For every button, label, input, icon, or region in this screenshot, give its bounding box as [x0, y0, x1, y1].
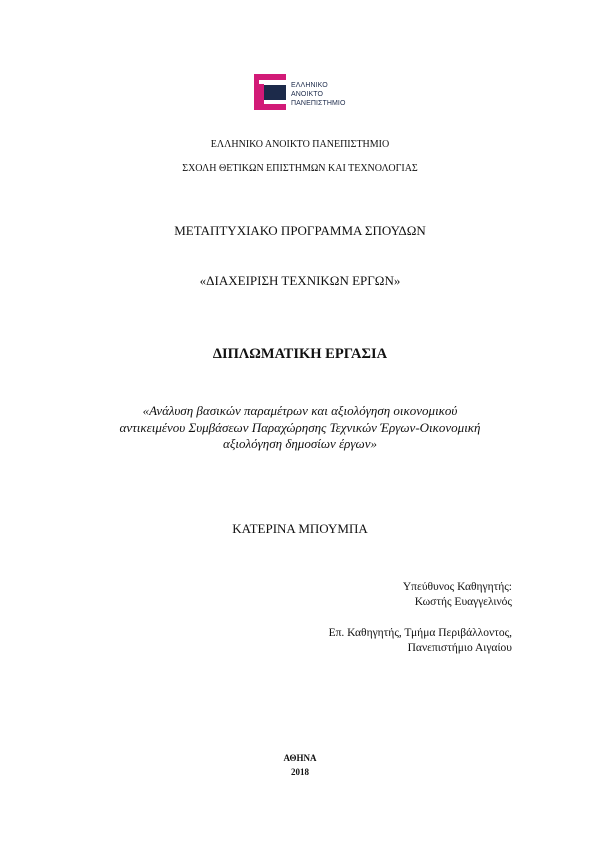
eap-logo-mark-icon	[252, 72, 290, 112]
affiliation-line: Πανεπιστήμιο Αιγαίου	[407, 642, 512, 654]
supervisor-affiliation	[329, 626, 512, 656]
supervisor-name: Κωστής Ευαγγελινός	[414, 596, 512, 608]
thesis-type-heading: ΔΙΠΛΩΜΑΤΙΚΗ ΕΡΓΑΣΙΑ	[212, 346, 388, 362]
university-logo	[252, 72, 362, 112]
program-label: ΜΕΤΑΠΤΥΧΙΑΚΟ ΠΡΟΓΡΑΜΜΑ ΣΠΟΥΔΩΝ	[174, 223, 426, 238]
thesis-title	[60, 403, 540, 453]
supervisor-block	[403, 580, 512, 610]
city: ΑΘΗΝΑ	[283, 753, 317, 763]
thesis-title-line: αξιολόγηση δημοσίων έργων»	[223, 436, 377, 451]
program-name: «ΔΙΑΧΕΙΡΙΣΗ ΤΕΧΝΙΚΩΝ ΕΡΓΩΝ»	[199, 273, 401, 288]
supervisor-label: Υπεύθυνος Καθηγητής:	[402, 581, 512, 593]
university-name: ΕΛΛΗΝΙΚΟ ΑΝΟΙΚΤΟ ΠΑΝΕΠΙΣΤΗΜΙΟ	[210, 139, 390, 150]
thesis-title-line: «Ανάλυση βασικών παραμέτρων και αξιολόγηση οικονομικού	[142, 403, 458, 418]
affiliation-line: Επ. Καθηγητής, Τμήμα Περιβάλλοντος,	[328, 627, 512, 639]
logo-line: ΑΝΟΙΚΤΟ	[291, 91, 324, 98]
author-name: ΚΑΤΕΡΙΝΑ ΜΠΟΥΜΠΑ	[232, 521, 368, 536]
school-name: ΣΧΟΛΗ ΘΕΤΙΚΩΝ ΕΠΙΣΤΗΜΩΝ ΚΑΙ ΤΕΧΝΟΛΟΓΙΑΣ	[182, 163, 418, 174]
year: 2018	[291, 767, 309, 777]
logo-text	[291, 81, 346, 108]
logo-line: ΕΛΛΗΝΙΚΟ	[291, 82, 328, 89]
logo-line: ΠΑΝΕΠΙΣΤΗΜΙΟ	[291, 100, 346, 107]
thesis-title-line: αντικειμένου Συμβάσεων Παραχώρησης Τεχνικών Έργων-Οικονομική	[119, 419, 481, 435]
